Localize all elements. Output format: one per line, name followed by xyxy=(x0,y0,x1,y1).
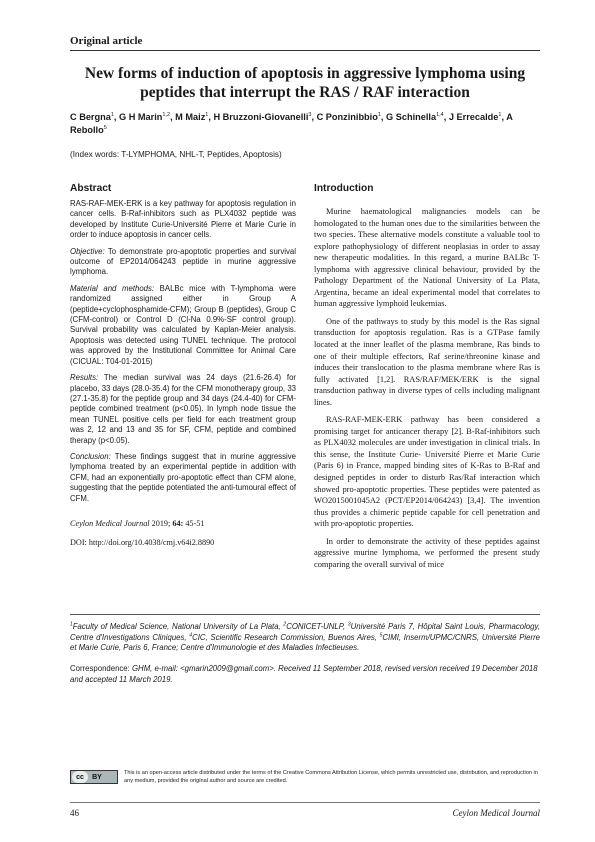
abstract-conclusion: Conclusion: These findings suggest that in murine aggressive lymphoma treated by an experimental peptide in addition with CFM, had an exponentially pro-apoptotic effect than CFM alone, suggesting that the peptide potentiated the anti-tumoural effect of CFM. xyxy=(70,451,296,503)
author[interactable]: J Errecalde$^1$ xyxy=(448,111,502,122)
introduction-column xyxy=(314,183,540,576)
abstract-heading: Abstract xyxy=(70,183,112,194)
author[interactable]: C Bergna$^1$ xyxy=(70,111,114,122)
cc-icon: cc xyxy=(72,771,88,783)
author[interactable]: M Maiz$^1$ xyxy=(175,111,209,122)
abstract-methods: Material and methods: BALBc mice with T-lymphoma were randomized assigned either in Group A (peptide+cyclophosphamide-CFM); Group B (peptides), Group C (CFM-control) or Control D (Cl-Na 0.9%-SF control group). Survival probability was calculated by Kaplan-Meier analysis. Apoptosis was detected using TUNEL technique. The protocol was approved by the Institutional Committee for Animal Care (CICUAL: T04-01-2015) xyxy=(70,283,296,366)
intro-paragraph: One of the pathways to study by this model is the Ras signal transduction for apoptosis regulation. Ras is a GTPase family located at the inner leaflet of the plasma membrane, Ras binds to one of their multiple effectors, Raf serine/threonine kinase and induces their translocation to the plasma membrane where Ras is fully activated [1,2]. RAS/RAF/MEK/ERK is the signal transduction pathway in diverse types of cells including malignant lines. xyxy=(314,316,540,407)
author[interactable]: G Schinella$^{1,4}$ xyxy=(386,111,444,122)
article-title: New forms of induction of apoptosis in aggressive lymphoma using peptides that interrupt the RAS / RAF interaction xyxy=(84,65,526,101)
by-icon: BY xyxy=(92,773,102,781)
section-label: Original article xyxy=(70,35,143,47)
abstract-results: Results: The median survival was 24 days (21.6-26.4) for placebo, 33 days (28.0-35.4) for the CFM monotherapy group, 33 (27.1-35.8) for the peptide group and 34 days (24.4-40) for CFM-peptide combined treatment (p<0.05). In lymph node tissue the mean TUNEL positive cells per field for each treatment group was 2, 12 and 13 and 35 for SF, CFM, peptide and combined therapy (p<0.05). xyxy=(70,373,296,445)
author[interactable]: A Rebollo$^5$ xyxy=(70,112,513,135)
author[interactable]: G H Marin$^{1,2}$ xyxy=(119,111,171,122)
cc-by-license-icon[interactable] xyxy=(70,770,118,784)
intro-paragraph: Murine haematological malignancies models can be homologated to the human ones due to the similarities between the two species. These alternative models constitute a valuable tool to explore pathophysiology of different neoplasias in order to assay new therapeutic modalities. In this regard, a murine BALBc T-lymphoma with aggressive clinical behaviour, provided by the Pathology Department of the National University of La Plata, Argentina, became an ideal experimental model that correlates to human aggressive lymphoid leukemias. xyxy=(314,207,540,309)
abstract-column xyxy=(70,183,296,547)
doi-link[interactable]: DOI: http://doi.org/10.4038/cmj.v64i2.8890 xyxy=(70,537,215,547)
page-number: 46 xyxy=(70,808,79,818)
abstract-intro: RAS-RAF-MEK-ERK is a key pathway for apoptosis regulation in cancer cells. B-Raf-inhibitors such as PLX4032 peptide was developed by Institute Curie-Université Pierre et Marie Curie in order to induce apoptosis in cancer cells. xyxy=(70,199,296,240)
correspondence: Correspondence: GHM, e-mail: <gmarin2009@gmail.com>. Received 11 September 2018, revised version received 19 December 2018 and accepted 11 March 2019. xyxy=(70,664,538,684)
affiliations: $^1$Faculty of Medical Science, National University of La Plata, $^2$CONICET-UNLP, $^3$Université Paris 7, Hôpital Saint Louis, Pharmacology, Centre d'Investigations Cliniques, $^4$CIC, Scientific Research Commission, Buenos Aires, $^5$CIMI, Inserm/UPMC/CNRS, Université Pierre et Marie Curie, Paris 6, France; Centre d'Immunologie et des Maladies Infectieuses. xyxy=(70,621,540,652)
footnote-rule xyxy=(70,614,540,615)
journal-name-footer: Ceylon Medical Journal xyxy=(452,808,540,818)
author-list: C Bergna$^1$, G H Marin$^{1,2}$, M Maiz$^1$, H Bruzzoni-Giovanelli$^3$, C Ponzinibbio$^1$, G Schinella$^{1,4}$, J Errecalde$^1$, A Rebollo$^5$ xyxy=(70,111,513,135)
abstract-objective: Objective: To demonstrate pro-apoptotic properties and survival outcome of EP2014/064243 peptide in murine aggressive lymphoma. xyxy=(70,246,296,277)
header-rule xyxy=(70,50,540,51)
license-text: This is an open-access article distributed under the terms of the Creative Commons Attribution License, which permits unrestricted use, distribution, and reproduction in any medium, provided the original author and source are credited. xyxy=(124,770,538,784)
author[interactable]: H Bruzzoni-Giovanelli$^3$ xyxy=(213,111,312,122)
index-words: (Index words: T-LYMPHOMA, NHL-T, Peptides, Apoptosis) xyxy=(70,150,282,159)
author[interactable]: C Ponzinibbio$^1$ xyxy=(316,111,381,122)
intro-paragraph: RAS-RAF-MEK-ERK pathway has been considered a promising target for anticancer therapy [2]. B-Raf-inhibitors such as PLX4032 molecules are under investigation in clinical trials. In this sense, the Institute Curie- Université Pierre et Marie Curie (Paris 6) in France, mapped binding sites of K-Ras to B-Raf and designed peptides in order to disturb Ras/Raf interaction which showed pro-apoptotic properties. These peptides were patented as WO2015001045A2 (PCT/EP2014/064243) [3,4]. The invention thus provides a chimeric peptide capable for cell penetration and with pro-apoptotic properties. xyxy=(314,415,540,529)
footer-rule xyxy=(70,802,540,803)
citation: Ceylon Medical Journal 2019; 64: 45-51 xyxy=(70,518,205,528)
intro-paragraph: In order to demonstrate the activity of these peptides against aggressive murine lymphoma, we performed the present study comparing the overall survival of mice xyxy=(314,536,540,569)
introduction-heading: Introduction xyxy=(314,183,374,194)
